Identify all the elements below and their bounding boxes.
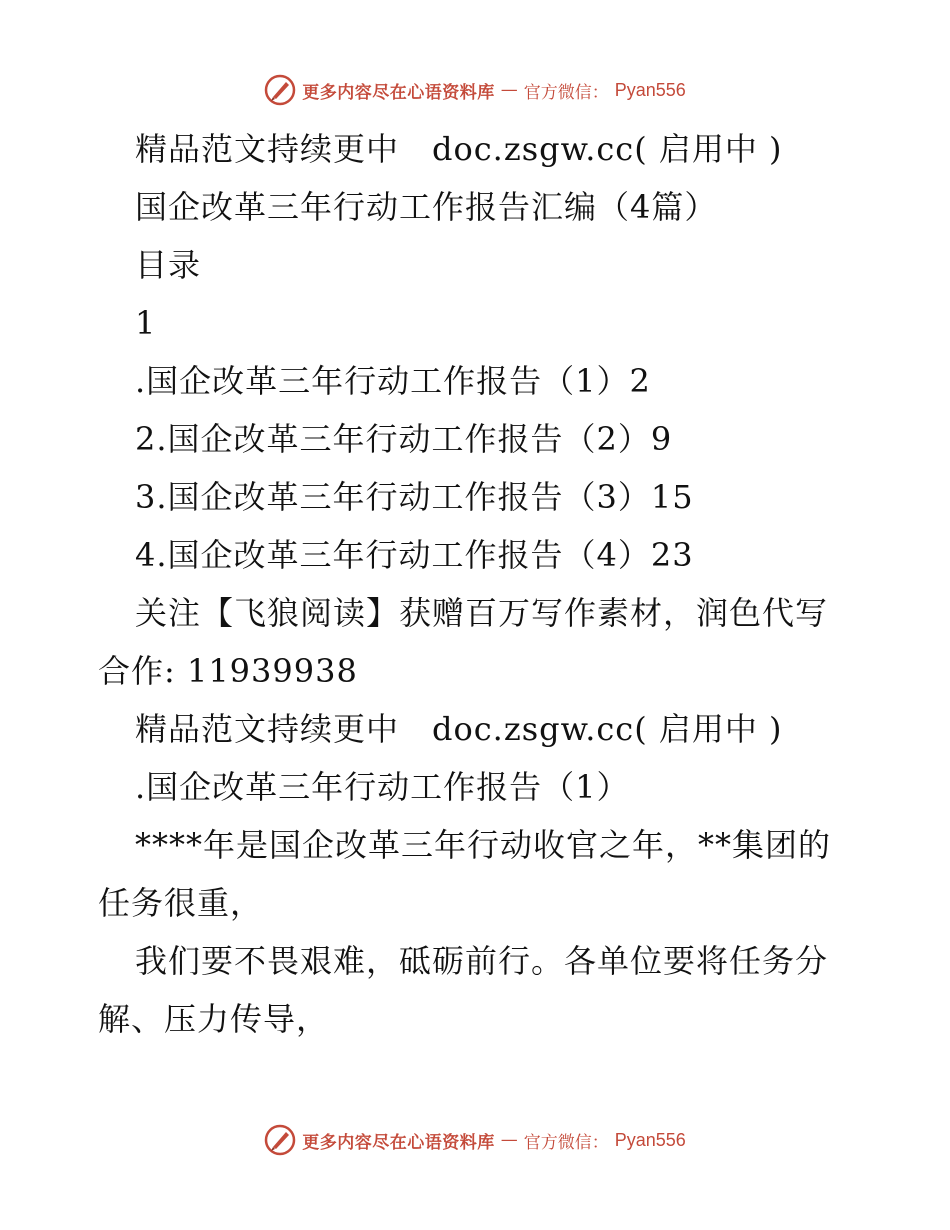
banner-wechat-label: 官方微信： xyxy=(523,82,609,103)
banner-wechat-label: 官方微信： xyxy=(523,1132,609,1153)
header-banner xyxy=(0,70,950,110)
banner-main-text: 更多内容尽在心语资料库 xyxy=(302,1132,495,1153)
document-line: 精品范文持续更中 doc.zsgw.cc( 启用中 ) xyxy=(135,130,783,168)
toc-entry: 4.国企改革三年行动工作报告（4）23 xyxy=(135,536,694,574)
promo-line-continued: 合作: 11939938 xyxy=(98,652,358,690)
document-title: 国企改革三年行动工作报告汇编（4篇） xyxy=(135,188,718,226)
toc-entry: .国企改革三年行动工作报告（1）2 xyxy=(135,362,651,400)
banner-separator: — xyxy=(500,1130,518,1150)
section-heading: .国企改革三年行动工作报告（1） xyxy=(135,768,630,806)
banner-main-text: 更多内容尽在心语资料库 xyxy=(302,82,495,103)
paragraph-line: 任务很重， xyxy=(98,884,264,922)
document-body xyxy=(98,120,858,1048)
footer-banner xyxy=(0,1120,950,1160)
toc-heading: 目录 xyxy=(135,246,202,284)
banner-separator: — xyxy=(500,80,518,100)
toc-entry: 3.国企改革三年行动工作报告（3）15 xyxy=(135,478,694,516)
toc-entry: 2.国企改革三年行动工作报告（2）9 xyxy=(135,420,673,458)
paragraph-line: 解、压力传导， xyxy=(98,1000,330,1038)
toc-number: 1 xyxy=(135,304,157,342)
promo-line: 关注【飞狼阅读】获赠百万写作素材，润色代写 xyxy=(135,594,829,632)
document-line: 精品范文持续更中 doc.zsgw.cc( 启用中 ) xyxy=(135,710,783,748)
banner-wechat-id: Pyan556 xyxy=(614,79,686,100)
paragraph-line: ****年是国企改革三年行动收官之年，**集团的 xyxy=(135,826,832,864)
paragraph-line: 我们要不畏艰难，砥砺前行。各单位要将任务分 xyxy=(135,942,829,980)
quill-logo-icon xyxy=(264,1124,296,1156)
quill-logo-icon xyxy=(264,74,296,106)
banner-wechat-id: Pyan556 xyxy=(614,1129,686,1150)
